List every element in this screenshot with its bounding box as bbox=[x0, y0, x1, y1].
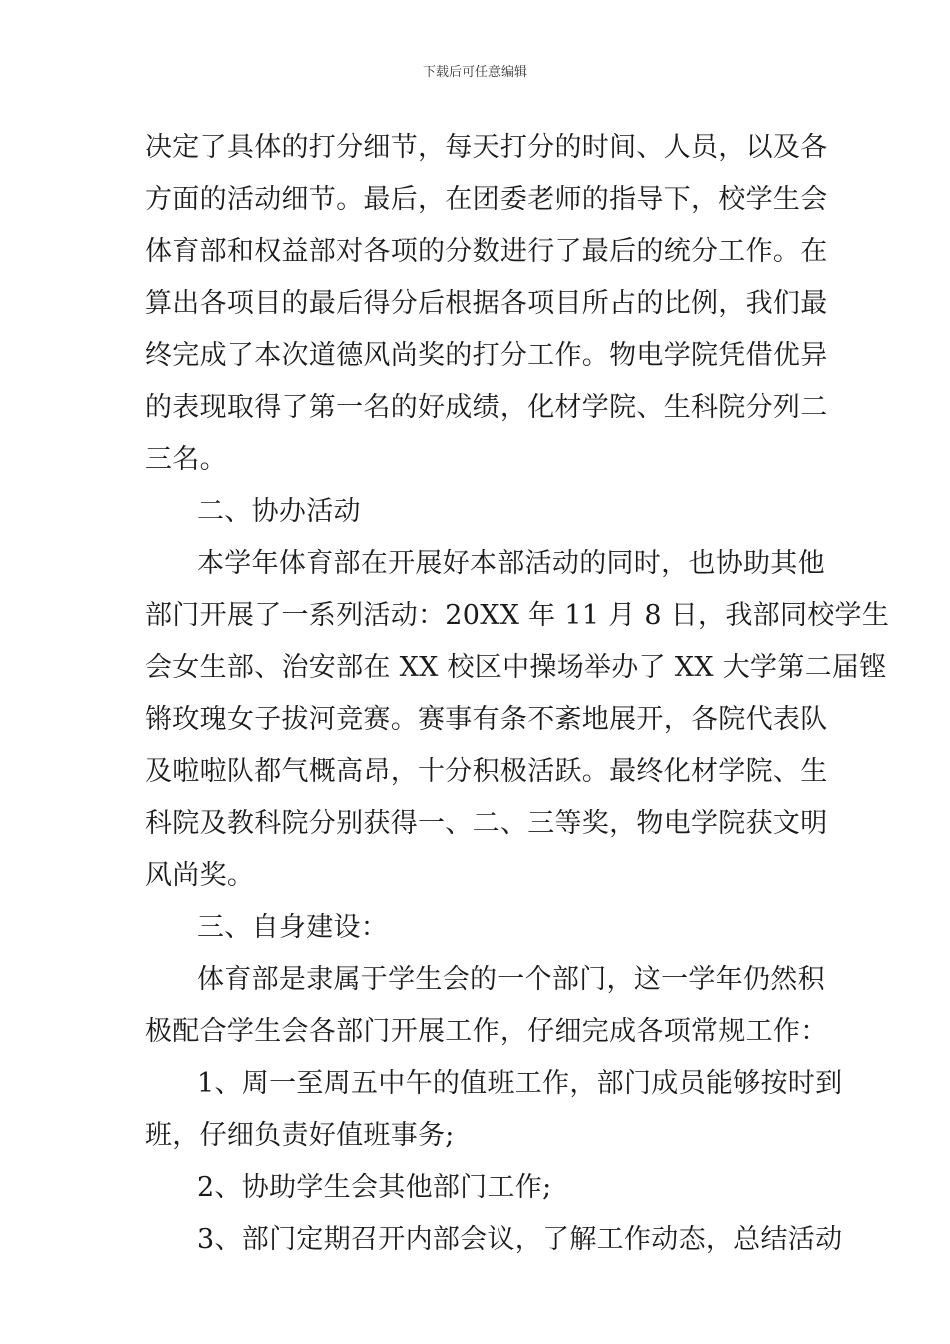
text-line: 极配合学生会各部门开展工作，仔细完成各项常规工作： bbox=[145, 1016, 828, 1047]
text-line: 方面的活动细节。最后，在团委老师的指导下，校学生会 bbox=[145, 184, 828, 215]
text-line: 及啦啦队都气概高昂，十分积极活跃。最终化材学院、生 bbox=[145, 756, 828, 787]
text-line: 科院及教科院分别获得一、二、三等奖，物电学院获文明 bbox=[145, 808, 828, 839]
text-line: 体育部是隶属于学生会的一个部门，这一学年仍然积 bbox=[197, 964, 825, 995]
list-item: 1、周一至周五中午的值班工作，部门成员能够按时到 bbox=[197, 1068, 843, 1099]
text-line: 会女生部、治安部在 XX 校区中操场举办了 XX 大学第二届铿 bbox=[145, 652, 887, 683]
text-line: 三名。 bbox=[145, 444, 227, 475]
text-line: 锵玫瑰女子拔河竞赛。赛事有条不紊地展开，各院代表队 bbox=[145, 704, 828, 735]
text-line: 的表现取得了第一名的好成绩，化材学院、生科院分列二 bbox=[145, 392, 828, 423]
section-heading: 三、自身建设： bbox=[197, 912, 389, 943]
list-item: 3、部门定期召开内部会议，了解工作动态，总结活动 bbox=[197, 1224, 843, 1255]
document-body bbox=[145, 122, 890, 1266]
text-line: 体育部和权益部对各项的分数进行了最后的统分工作。在 bbox=[145, 236, 828, 267]
text-line: 算出各项目的最后得分后根据各项目所占的比例，我们最 bbox=[145, 288, 828, 319]
list-item: 2、协助学生会其他部门工作; bbox=[197, 1172, 552, 1203]
section-heading: 二、协办活动 bbox=[197, 496, 361, 527]
text-line: 本学年体育部在开展好本部活动的同时，也协助其他 bbox=[197, 548, 825, 579]
text-line: 班，仔细负责好值班事务; bbox=[145, 1120, 455, 1151]
text-line: 风尚奖。 bbox=[145, 860, 255, 891]
page-header: 下载后可任意编辑 bbox=[422, 65, 527, 80]
text-line: 决定了具体的打分细节，每天打分的时间、人员，以及各 bbox=[145, 132, 828, 163]
text-line: 部门开展了一系列活动：20XX 年 11 月 8 日，我部同校学生 bbox=[145, 600, 890, 631]
text-line: 终完成了本次道德风尚奖的打分工作。物电学院凭借优异 bbox=[145, 340, 828, 371]
